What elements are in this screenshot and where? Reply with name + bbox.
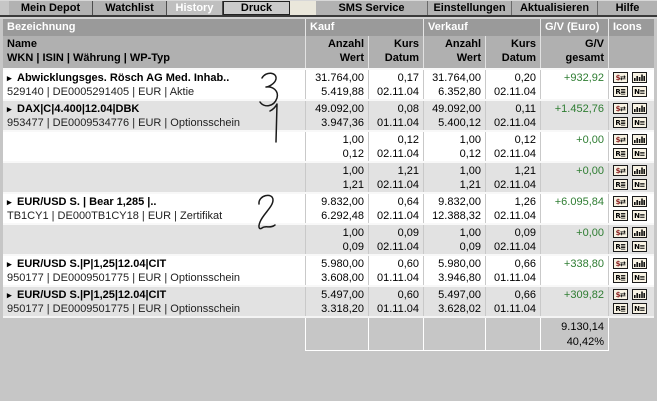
- realtime-list-icon[interactable]: R≣: [613, 303, 628, 314]
- position-row: [3, 161, 654, 192]
- kauf-anzahl-wert-cell: 1,00 0,12: [305, 132, 368, 161]
- row-icons-cell: [608, 132, 654, 161]
- verkauf-anzahl-wert-cell: 1,00 1,21: [423, 163, 485, 192]
- news-icon[interactable]: N≡: [632, 179, 647, 190]
- trade-icon[interactable]: $ ⇄: [613, 103, 628, 114]
- position-info: TB1CY1 | DE000TB1CY18 | EUR | Zertifikat: [7, 210, 223, 222]
- chart-icon[interactable]: [632, 258, 647, 269]
- position-name-cell: [3, 70, 305, 99]
- position-name-cell: [3, 101, 305, 130]
- position-name: EUR/USD S.|P|1,25|12.04|CIT: [17, 289, 167, 301]
- gv-value: +932,92: [563, 72, 604, 84]
- kauf-kurs-datum-cell: 1,21 02.11.04: [368, 163, 423, 192]
- gv-cell: [540, 132, 608, 161]
- kauf-kurs-datum-cell: 0,12 02.11.04: [368, 132, 423, 161]
- col-header-bezeichnung: Bezeichnung: [7, 21, 76, 33]
- position-name: EUR/USD S.|P|1,25|12.04|CIT: [17, 258, 167, 270]
- verkauf-kurs-datum-cell: 0,66 01.11.04: [485, 287, 540, 316]
- table-subheader-row: [3, 36, 654, 68]
- col-header-icons: Icons: [608, 19, 654, 36]
- position-name: Abwicklungsges. Rösch AG Med. Inhab..: [17, 72, 230, 84]
- position-row: [3, 285, 654, 316]
- chart-icon[interactable]: [632, 165, 647, 176]
- total-name-empty: [3, 318, 305, 351]
- position-name: EUR/USD S. | Bear 1,285 |..: [17, 196, 157, 208]
- kauf-kurs-datum-cell: 0,08 01.11.04: [368, 101, 423, 130]
- tab-watchlist[interactable]: Watchlist: [93, 1, 167, 15]
- news-icon[interactable]: N≡: [632, 272, 647, 283]
- gv-cell: [540, 194, 608, 223]
- row-icons-cell: [608, 70, 654, 99]
- trade-icon[interactable]: $ ⇄: [613, 227, 628, 238]
- gv-value: +0,00: [576, 134, 604, 146]
- top-menu-bar: [0, 0, 657, 17]
- tab-menu-gap: [290, 1, 316, 15]
- row-icons-cell: [608, 225, 654, 254]
- total-gv-cell: [540, 318, 608, 351]
- trade-icon[interactable]: $ ⇄: [613, 134, 628, 145]
- subheader-kauf-anzahl-wert: Anzahl Wert: [305, 36, 368, 68]
- trade-icon[interactable]: $ ⇄: [613, 196, 628, 207]
- row-icons-cell: [608, 163, 654, 192]
- row-icons-cell: [608, 101, 654, 130]
- menu-einstellungen[interactable]: Einstellungen: [428, 1, 512, 15]
- kauf-kurs-datum-cell: 0,60 01.11.04: [368, 287, 423, 316]
- gv-value: +0,00: [576, 165, 604, 177]
- position-info: 950177 | DE0009501775 | EUR | Optionsschein: [7, 272, 241, 284]
- kauf-kurs-datum-cell: 0,17 02.11.04: [368, 70, 423, 99]
- expand-arrow-icon[interactable]: ▸: [7, 197, 12, 207]
- news-icon[interactable]: N≡: [632, 303, 647, 314]
- row-icons-cell: [608, 194, 654, 223]
- total-gv-percent: 40,42%: [566, 336, 604, 348]
- position-info: 950177 | DE0009501775 | EUR | Optionsschein: [7, 303, 241, 315]
- col-header-gv-euro: G/V (Euro): [540, 19, 608, 36]
- subheader-name: Name: [7, 38, 37, 50]
- expand-arrow-icon[interactable]: ▸: [7, 73, 12, 83]
- chart-icon[interactable]: [632, 227, 647, 238]
- kauf-anzahl-wert-cell: 1,00 1,21: [305, 163, 368, 192]
- subheader-wkn-line: WKN | ISIN | Währung | WP-Typ: [7, 52, 171, 64]
- gv-value: +0,00: [576, 227, 604, 239]
- kauf-anzahl-wert-cell: 5.980,00 3.608,00: [305, 256, 368, 285]
- kauf-anzahl-wert-cell: 31.764,00 5.419,88: [305, 70, 368, 99]
- kauf-kurs-datum-cell: 0,60 01.11.04: [368, 256, 423, 285]
- history-table: [3, 19, 654, 350]
- position-name-cell: [3, 132, 305, 161]
- chart-icon[interactable]: [632, 289, 647, 300]
- kauf-anzahl-wert-cell: 49.092,00 3.947,36: [305, 101, 368, 130]
- total-kauf-anzahl-empty: [305, 318, 368, 351]
- verkauf-kurs-datum-cell: 0,12 02.11.04: [485, 132, 540, 161]
- total-verkauf-anzahl-empty: [423, 318, 485, 351]
- position-row: [3, 68, 654, 99]
- total-row: [3, 316, 654, 350]
- gv-value: +1.452,76: [554, 103, 604, 115]
- trade-icon[interactable]: $ ⇄: [613, 165, 628, 176]
- news-icon[interactable]: N≡: [632, 241, 647, 252]
- chart-icon[interactable]: [632, 72, 647, 83]
- kauf-anzahl-wert-cell: 1,00 0,09: [305, 225, 368, 254]
- verkauf-anzahl-wert-cell: 49.092,00 5.400,12: [423, 101, 485, 130]
- verkauf-kurs-datum-cell: 0,20 02.11.04: [485, 70, 540, 99]
- subheader-kauf-kurs-datum: Kurs Datum: [368, 36, 423, 68]
- col-header-verkauf: Verkauf: [423, 19, 540, 36]
- kauf-anzahl-wert-cell: 5.497,00 3.318,20: [305, 287, 368, 316]
- gv-cell: [540, 70, 608, 99]
- chart-icon[interactable]: [632, 134, 647, 145]
- gv-cell: [540, 225, 608, 254]
- position-name-cell: [3, 194, 305, 223]
- position-row: [3, 192, 654, 223]
- news-icon[interactable]: N≡: [632, 148, 647, 159]
- expand-arrow-icon[interactable]: ▸: [7, 259, 12, 269]
- verkauf-anzahl-wert-cell: 5.497,00 3.628,02: [423, 287, 485, 316]
- tab-mein-depot[interactable]: Mein Depot: [9, 1, 93, 15]
- kauf-kurs-datum-cell: 0,09 02.11.04: [368, 225, 423, 254]
- position-info: 529140 | DE0005291405 | EUR | Aktie: [7, 86, 195, 98]
- verkauf-kurs-datum-cell: 0,66 01.11.04: [485, 256, 540, 285]
- realtime-list-icon[interactable]: R≣: [613, 117, 628, 128]
- kauf-anzahl-wert-cell: 9.832,00 6.292,48: [305, 194, 368, 223]
- position-name-cell: [3, 256, 305, 285]
- total-gv-value: 9.130,14: [561, 321, 604, 333]
- total-icons-empty: [608, 318, 654, 351]
- tab-history[interactable]: History: [167, 1, 223, 15]
- total-kauf-kurs-empty: [368, 318, 423, 351]
- realtime-list-icon[interactable]: R≣: [613, 241, 628, 252]
- verkauf-anzahl-wert-cell: 1,00 0,09: [423, 225, 485, 254]
- realtime-list-icon[interactable]: R≣: [613, 272, 628, 283]
- col-header-kauf: Kauf: [305, 19, 423, 36]
- verkauf-kurs-datum-cell: 1,21 02.11.04: [485, 163, 540, 192]
- subheader-icons-empty: [608, 36, 654, 68]
- menu-hilfe[interactable]: Hilfe: [615, 2, 640, 14]
- gv-cell: [540, 101, 608, 130]
- menu-aktualisieren[interactable]: Aktualisieren: [512, 1, 598, 15]
- realtime-list-icon[interactable]: R≣: [613, 179, 628, 190]
- subheader-verkauf-anzahl-wert: Anzahl Wert: [423, 36, 485, 68]
- realtime-list-icon[interactable]: R≣: [613, 210, 628, 221]
- news-icon[interactable]: N≡: [632, 210, 647, 221]
- chart-icon[interactable]: [632, 196, 647, 207]
- row-icons-cell: [608, 287, 654, 316]
- trade-icon[interactable]: $ ⇄: [613, 258, 628, 269]
- expand-arrow-icon[interactable]: ▸: [7, 104, 12, 114]
- position-name-cell: [3, 225, 305, 254]
- verkauf-anzahl-wert-cell: 31.764,00 6.352,80: [423, 70, 485, 99]
- gv-cell: [540, 256, 608, 285]
- chart-icon[interactable]: [632, 103, 647, 114]
- verkauf-anzahl-wert-cell: 1,00 0,12: [423, 132, 485, 161]
- gv-value: +338,80: [563, 258, 604, 270]
- verkauf-kurs-datum-cell: 0,09 02.11.04: [485, 225, 540, 254]
- gv-cell: [540, 163, 608, 192]
- verkauf-anzahl-wert-cell: 5.980,00 3.946,80: [423, 256, 485, 285]
- trade-icon[interactable]: $ ⇄: [613, 72, 628, 83]
- gv-value: +309,82: [563, 289, 604, 301]
- table-body: [3, 68, 654, 316]
- subheader-gv-gesamt: G/V gesamt: [540, 36, 608, 68]
- position-name: DAX|C|4.400|12.04|DBK: [17, 103, 140, 115]
- tab-spacer: [0, 1, 9, 15]
- realtime-list-icon[interactable]: R≣: [613, 86, 628, 97]
- verkauf-kurs-datum-cell: 0,11 02.11.04: [485, 101, 540, 130]
- position-name-cell: [3, 163, 305, 192]
- news-icon[interactable]: N≡: [632, 86, 647, 97]
- table-header-row: [3, 19, 654, 36]
- realtime-list-icon[interactable]: R≣: [613, 148, 628, 159]
- news-icon[interactable]: N≡: [632, 117, 647, 128]
- subheader-name-wkn: [3, 36, 305, 68]
- expand-arrow-icon[interactable]: ▸: [7, 290, 12, 300]
- kauf-kurs-datum-cell: 0,64 02.11.04: [368, 194, 423, 223]
- position-row: [3, 254, 654, 285]
- total-verkauf-kurs-empty: [485, 318, 540, 351]
- position-info: 953477 | DE0009534776 | EUR | Optionsschein: [7, 117, 241, 129]
- gv-cell: [540, 287, 608, 316]
- trade-icon[interactable]: $ ⇄: [613, 289, 628, 300]
- position-name-cell: [3, 287, 305, 316]
- position-row: [3, 130, 654, 161]
- verkauf-anzahl-wert-cell: 9.832,00 12.388,32: [423, 194, 485, 223]
- subheader-verkauf-kurs-datum: Kurs Datum: [485, 36, 540, 68]
- gv-value: +6.095,84: [554, 196, 604, 208]
- menu-sms-service[interactable]: SMS Service: [316, 1, 428, 15]
- verkauf-kurs-datum-cell: 1,26 02.11.04: [485, 194, 540, 223]
- position-row: [3, 223, 654, 254]
- row-icons-cell: [608, 256, 654, 285]
- tab-druck[interactable]: Druck: [223, 1, 290, 15]
- position-row: [3, 99, 654, 130]
